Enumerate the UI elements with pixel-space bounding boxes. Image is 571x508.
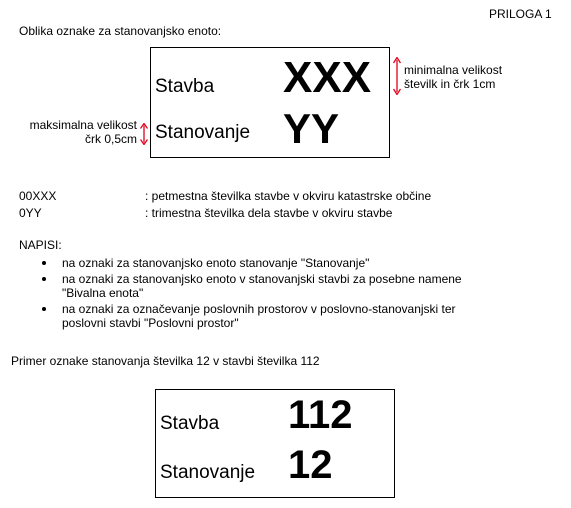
max-size-note-line2: črk 0,5cm [84, 132, 137, 146]
notes-list [19, 256, 571, 332]
plate-dwelling-label: Stanovanje [160, 462, 256, 483]
note-line: poslovni stavbi "Poslovni prostor" [62, 316, 239, 330]
max-size-note [9, 118, 137, 146]
min-size-note-line2: številk in črk 1cm [404, 77, 496, 91]
legend-desc-1: : trimestna številka dela stavbe v okviru stavbe [145, 206, 393, 220]
intro-text: Oblika oznake za stanovanjsko enoto: [19, 24, 222, 38]
note-line: "Bivalna enota" [62, 286, 144, 300]
plate-dwelling-number: 12 [288, 443, 333, 487]
max-size-arrow-icon [140, 123, 148, 145]
list-item [19, 302, 571, 330]
annex-label: PRILOGA 1 [489, 7, 552, 21]
sample-plate [150, 47, 390, 158]
bullet-icon [42, 261, 46, 265]
bullet-icon [42, 277, 46, 281]
min-size-note [404, 63, 502, 91]
plate-building-number: 112 [288, 393, 353, 437]
list-item [19, 256, 571, 270]
plate-dwelling-label: Stanovanje [155, 122, 251, 143]
legend-code-1: 0YY [19, 206, 42, 220]
bullet-icon [42, 307, 46, 311]
example-plate [155, 389, 395, 498]
max-size-note-line1: maksimalna velikost [29, 118, 137, 132]
plate-dwelling-number: YY [283, 105, 340, 152]
legend-desc-0: : petmestna številka stavbe v okviru katastrske občine [145, 189, 432, 203]
example-caption: Primer oznake stanovanja številka 12 v stavbi številka 112 [11, 354, 320, 368]
min-size-note-line1: minimalna velikost [404, 63, 503, 77]
note-line: na oznaki za stanovanjsko enoto v stanovanjski stavbi za posebne namene [62, 272, 462, 286]
note-line: na oznaki za stanovanjsko enoto stanovanje "Stanovanje" [62, 256, 370, 270]
notes-heading: NAPISI: [19, 238, 62, 252]
list-item [19, 272, 571, 300]
plate-building-label: Stavba [155, 76, 215, 97]
min-size-arrow-icon [393, 57, 401, 95]
legend-code-0: 00XXX [19, 189, 57, 203]
plate-building-number: XXX [283, 53, 372, 102]
note-line: na oznaki za označevanje poslovnih prostorov v poslovno-stanovanjski ter [62, 302, 456, 316]
plate-building-label: Stavba [160, 413, 220, 434]
